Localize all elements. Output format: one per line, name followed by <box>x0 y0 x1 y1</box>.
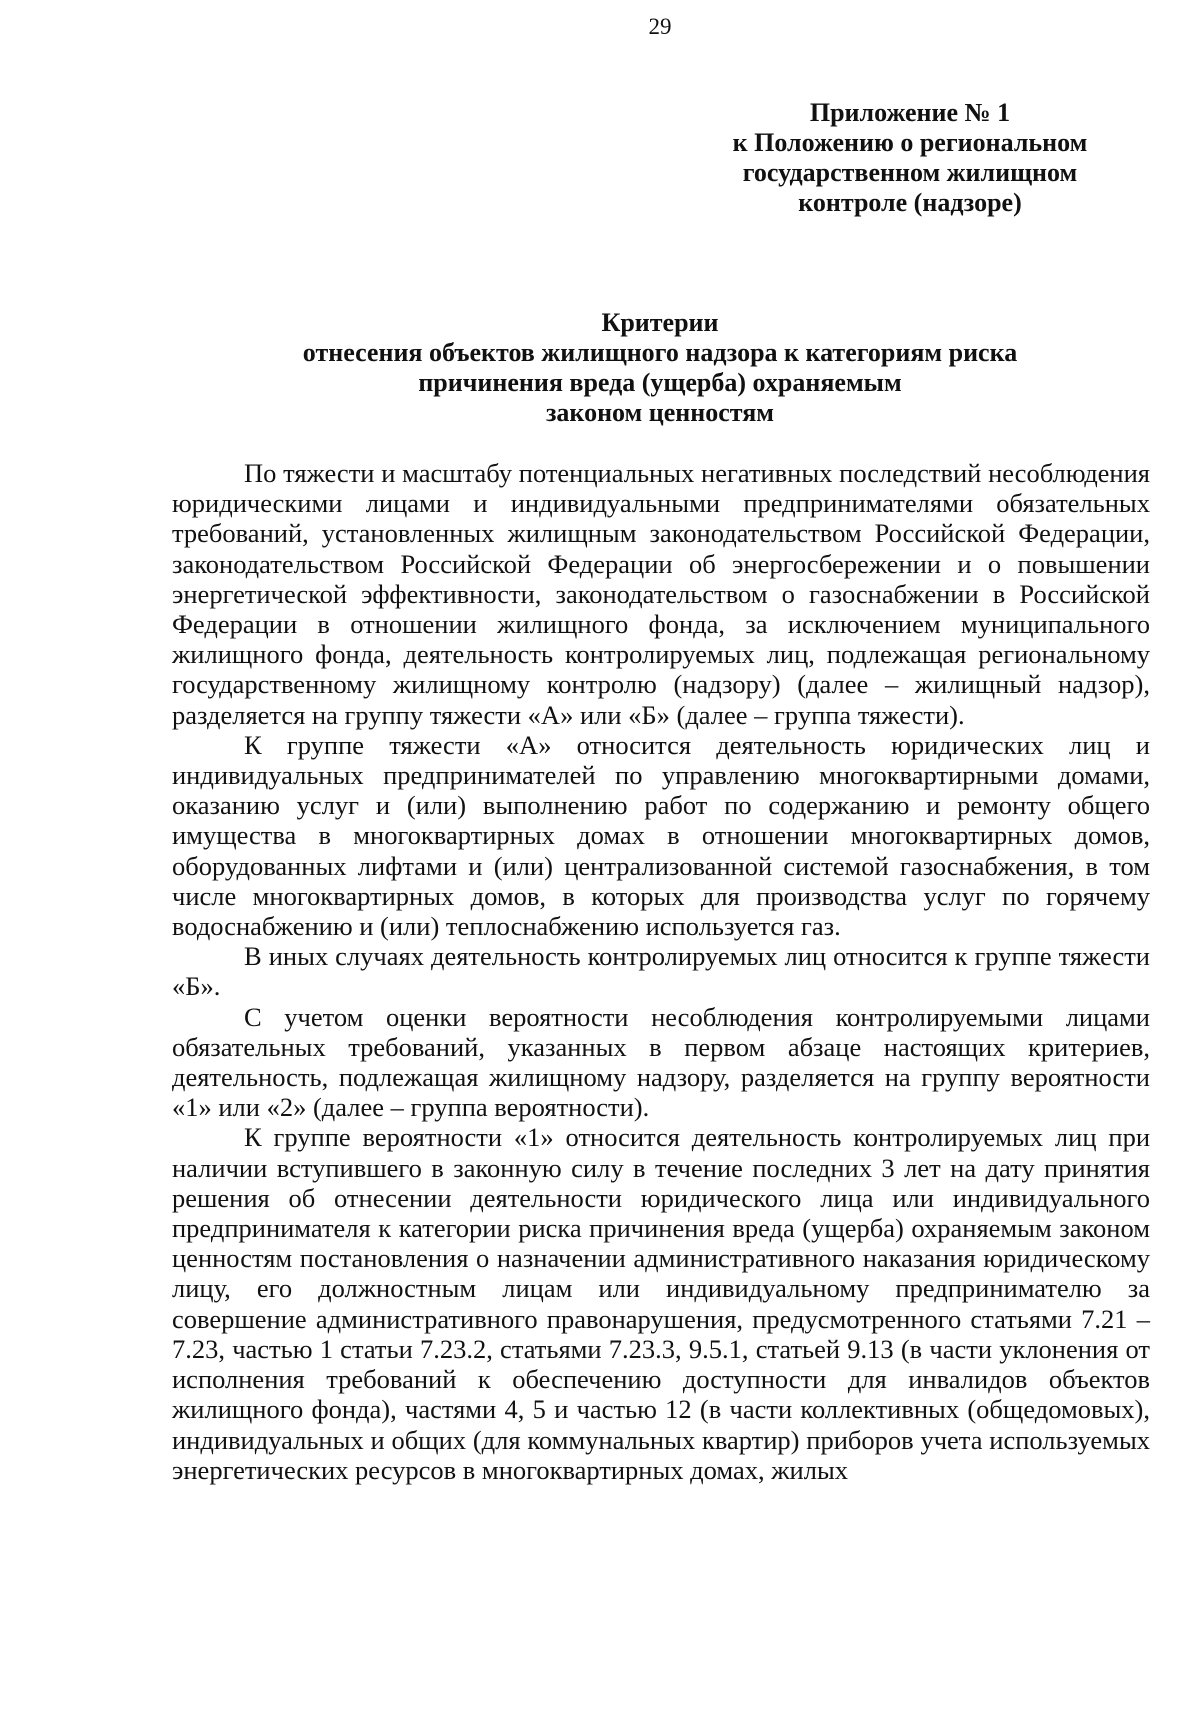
appendix-line: государственном жилищном <box>742 158 1078 187</box>
paragraph: По тяжести и масштабу потенциальных негативных последствий несоблюдения юридическими лицами и индивидуальными предпринимателями обязательных требований, установленных жилищным законодательством Российской Федерации, законодательством Российской Федерации об энергосбережении и о повышении энергетической эффективности, законодательством о газоснабжении в Российской Федерации в отношении жилищного фонда, за исключением муниципального жилищного фонда, деятельность контролируемых лиц, подлежащая региональному государственному жилищному контролю (надзору) (далее – жилищный надзор), разделяется на группу тяжести «А» или «Б» (далее – группа тяжести). <box>172 458 1150 730</box>
paragraph: В иных случаях деятельность контролируемых лиц относится к группе тяжести «Б». <box>172 941 1150 1002</box>
paragraph: К группе вероятности «1» относится деятельность контролируемых лиц при наличии вступившего в законную силу в течение последних 3 лет на дату принятия решения об отнесении деятельности юридического лица или индивидуального предпринимателя к категории риска причинения вреда (ущерба) охраняемым законом ценностям постановления о назначении административного наказания юридическому лицу, его должностным лицам или индивидуальному предпринимателю за совершение административного правонарушения, предусмотренного статьями 7.21 – 7.23, частью 1 статьи 7.23.2, статьями 7.23.3, 9.5.1, статьей 9.13 (в части уклонения от исполнения требований к обеспечению доступности для инвалидов объектов жилищного фонда), частями 4, 5 и частью 12 (в части коллективных (общедомовых), индивидуальных и общих (для коммунальных квартир) приборов учета используемых энергетических ресурсов в многоквартирных домах, жилых <box>172 1122 1150 1485</box>
title-line: отнесения объектов жилищного надзора к категориям риска <box>302 338 1018 367</box>
document-title <box>160 308 1160 428</box>
appendix-line: к Положению о региональном <box>732 128 1088 157</box>
title-line: законом ценностям <box>545 398 774 427</box>
paragraph: С учетом оценки вероятности несоблюдения контролируемыми лицами обязательных требований, указанных в первом абзаце настоящих критериев, деятельность, подлежащая жилищному надзору, разделяется на группу вероятности «1» или «2» (далее – группа вероятности). <box>172 1001 1150 1123</box>
appendix-header <box>700 98 1120 218</box>
document-body <box>172 458 1150 1485</box>
title-line: причинения вреда (ущерба) охраняемым <box>418 368 902 397</box>
appendix-line: контроле (надзоре) <box>798 188 1022 217</box>
appendix-line: Приложение № 1 <box>809 98 1011 127</box>
paragraph: К группе тяжести «А» относится деятельность юридических лиц и индивидуальных предпринимателей по управлению многоквартирными домами, оказанию услуг и (или) выполнению работ по содержанию и ремонту общего имущества в многоквартирных домах в отношении многоквартирных домов, оборудованных лифтами и (или) централизованной системой газоснабжения, в том числе многоквартирных домов, в которых для производства услуг по горячему водоснабжению и (или) теплоснабжению используется газ. <box>172 729 1150 942</box>
title-line: Критерии <box>601 308 719 337</box>
page-number: 29 <box>648 14 672 39</box>
